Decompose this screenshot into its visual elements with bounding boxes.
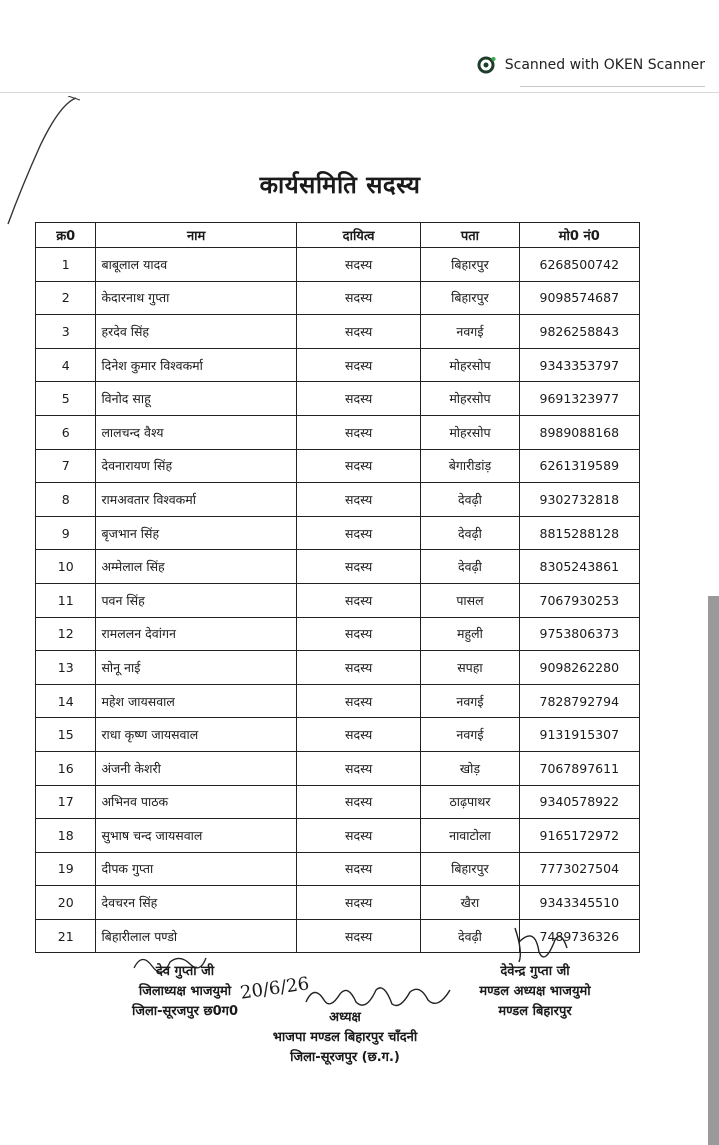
scanner-label: Scanned with OKEN Scanner (504, 57, 705, 73)
cell-role: सदस्य (296, 718, 421, 752)
cell-address: खैरा (421, 886, 519, 920)
table-row (36, 751, 640, 785)
cell-mobile: 7828792794 (519, 684, 639, 718)
cell-serial: 1 (36, 248, 96, 282)
table-row (36, 583, 640, 617)
cell-name: सोनू नाई (96, 651, 296, 685)
cell-mobile: 9131915307 (519, 718, 639, 752)
table-row (36, 550, 640, 584)
cell-address: पासल (421, 583, 519, 617)
page-fold-line (0, 96, 90, 236)
right-sig-location: मण्डल बिहारपुर (498, 1004, 572, 1019)
cell-address: मोहरसोप (421, 415, 519, 449)
cell-name: रामअवतार विश्वकर्मा (96, 483, 296, 517)
table-row (36, 886, 640, 920)
middle-sig-org: भाजपा मण्डल बिहारपुर चाँदनी (272, 1030, 418, 1045)
cell-mobile: 9165172972 (519, 819, 639, 853)
cell-serial: 21 (36, 919, 96, 953)
cell-address: महुली (421, 617, 519, 651)
table-row (36, 281, 640, 315)
cell-address: ठाढ़पाथर (421, 785, 519, 819)
cell-mobile: 9343345510 (519, 886, 639, 920)
cell-address: देवढ़ी (421, 516, 519, 550)
left-sig-title: जिलाध्यक्ष भाजयुमो (138, 984, 232, 999)
cell-address: नवगई (421, 718, 519, 752)
cell-serial: 4 (36, 348, 96, 382)
cell-role: सदस्य (296, 583, 421, 617)
header-serial: क्र0 (36, 223, 96, 248)
left-sig-name: देव गुप्ता जी (155, 964, 215, 979)
cell-mobile: 9098574687 (519, 281, 639, 315)
cell-name: दिनेश कुमार विश्वकर्मा (96, 348, 296, 382)
cell-mobile: 9826258843 (519, 315, 639, 349)
members-table (35, 222, 640, 953)
table-row (36, 415, 640, 449)
cell-role: सदस्य (296, 550, 421, 584)
left-sig-location: जिला-सूरजपुर छ0ग0 (131, 1004, 239, 1019)
cell-serial: 12 (36, 617, 96, 651)
cell-serial: 13 (36, 651, 96, 685)
cell-name: अंजनी केशरी (96, 751, 296, 785)
cell-address: बिहारपुर (421, 852, 519, 886)
cell-role: सदस्य (296, 248, 421, 282)
cell-address: बिहारपुर (421, 248, 519, 282)
oken-logo-icon (477, 55, 497, 75)
cell-address: नावाटोला (421, 819, 519, 853)
handwritten-date: 20/6/26 (238, 973, 311, 1004)
cell-role: सदस्य (296, 785, 421, 819)
cell-address: मोहरसोप (421, 382, 519, 416)
right-sig-title: मण्डल अध्यक्ष भाजयुमो (479, 984, 591, 999)
cell-mobile: 6261319589 (519, 449, 639, 483)
cell-serial: 19 (36, 852, 96, 886)
cell-serial: 10 (36, 550, 96, 584)
cell-role: सदस्य (296, 617, 421, 651)
cell-mobile: 7489736326 (519, 919, 639, 953)
cell-mobile: 9302732818 (519, 483, 639, 517)
cell-role: सदस्य (296, 651, 421, 685)
scanner-watermark (477, 55, 705, 75)
header-role: दायित्व (296, 223, 421, 248)
header-mobile: मो0 नं0 (519, 223, 639, 248)
cell-name: बृजभान सिंह (96, 516, 296, 550)
cell-name: राधा कृष्ण जायसवाल (96, 718, 296, 752)
cell-mobile: 6268500742 (519, 248, 639, 282)
cell-role: सदस्य (296, 684, 421, 718)
cell-serial: 7 (36, 449, 96, 483)
cell-address: देवढ़ी (421, 483, 519, 517)
cell-name: अम्मेलाल सिंह (96, 550, 296, 584)
table-row (36, 449, 640, 483)
cell-mobile: 7773027504 (519, 852, 639, 886)
middle-sig-title: अध्यक्ष (329, 1010, 361, 1025)
cell-name: पवन सिंह (96, 583, 296, 617)
cell-name: रामललन देवांगन (96, 617, 296, 651)
cell-role: सदस्य (296, 886, 421, 920)
cell-mobile: 7067930253 (519, 583, 639, 617)
cell-name: सुभाष चन्द जायसवाल (96, 819, 296, 853)
cell-name: दीपक गुप्ता (96, 852, 296, 886)
cell-mobile: 7067897611 (519, 751, 639, 785)
cell-role: सदस्य (296, 751, 421, 785)
cell-address: खोड़ (421, 751, 519, 785)
cell-role: सदस्य (296, 919, 421, 953)
cell-name: विनोद साहू (96, 382, 296, 416)
cell-role: सदस्य (296, 449, 421, 483)
cell-serial: 20 (36, 886, 96, 920)
cell-role: सदस्य (296, 348, 421, 382)
table-row (36, 718, 640, 752)
cell-address: बिहारपुर (421, 281, 519, 315)
cell-role: सदस्य (296, 516, 421, 550)
table-row (36, 617, 640, 651)
cell-role: सदस्य (296, 315, 421, 349)
cell-name: देवनारायण सिंह (96, 449, 296, 483)
cell-serial: 16 (36, 751, 96, 785)
table-row (36, 785, 640, 819)
table-row (36, 315, 640, 349)
cell-serial: 9 (36, 516, 96, 550)
cell-mobile: 9753806373 (519, 617, 639, 651)
cell-mobile: 8815288128 (519, 516, 639, 550)
table-row (36, 348, 640, 382)
cell-serial: 3 (36, 315, 96, 349)
cell-mobile: 9343353797 (519, 348, 639, 382)
cell-address: नवगई (421, 315, 519, 349)
table-header-row (36, 223, 640, 248)
header-name: नाम (96, 223, 296, 248)
cell-name: हरदेव सिंह (96, 315, 296, 349)
cell-serial: 14 (36, 684, 96, 718)
middle-sig-location: जिला-सूरजपुर (छ.ग.) (290, 1050, 400, 1065)
cell-name: लालचन्द वैश्य (96, 415, 296, 449)
cell-role: सदस्य (296, 415, 421, 449)
cell-name: देवचरन सिंह (96, 886, 296, 920)
cell-serial: 17 (36, 785, 96, 819)
cell-mobile: 8989088168 (519, 415, 639, 449)
table-row (36, 651, 640, 685)
table-row (36, 483, 640, 517)
table-row (36, 852, 640, 886)
header-address: पता (421, 223, 519, 248)
cell-name: अभिनव पाठक (96, 785, 296, 819)
cell-serial: 2 (36, 281, 96, 315)
cell-address: देवढ़ी (421, 550, 519, 584)
table-row (36, 819, 640, 853)
cell-address: मोहरसोप (421, 348, 519, 382)
right-signatory (450, 962, 620, 1022)
cell-address: नवगई (421, 684, 519, 718)
cell-serial: 15 (36, 718, 96, 752)
header-rule (520, 86, 705, 87)
cell-serial: 6 (36, 415, 96, 449)
cell-address: सपहा (421, 651, 519, 685)
middle-signatory (250, 1008, 440, 1068)
cell-serial: 18 (36, 819, 96, 853)
cell-address: देवढ़ी (421, 919, 519, 953)
cell-name: बाबूलाल यादव (96, 248, 296, 282)
scan-edge-shadow (708, 596, 719, 1145)
cell-serial: 8 (36, 483, 96, 517)
cell-role: सदस्य (296, 483, 421, 517)
table-row (36, 516, 640, 550)
cell-name: केदारनाथ गुप्ता (96, 281, 296, 315)
page-top-edge (0, 92, 719, 93)
table-row (36, 382, 640, 416)
table-row (36, 248, 640, 282)
cell-mobile: 8305243861 (519, 550, 639, 584)
page-title: कार्यसमिति सदस्य (259, 171, 421, 199)
table-row (36, 684, 640, 718)
cell-mobile: 9340578922 (519, 785, 639, 819)
cell-address: बेगारीडांड़ (421, 449, 519, 483)
cell-name: बिहारीलाल पण्डो (96, 919, 296, 953)
cell-role: सदस्य (296, 819, 421, 853)
cell-serial: 11 (36, 583, 96, 617)
cell-mobile: 9691323977 (519, 382, 639, 416)
scanner-header-band (0, 0, 719, 92)
cell-role: सदस्य (296, 281, 421, 315)
right-sig-name: देवेन्द्र गुप्ता जी (500, 964, 570, 979)
cell-role: सदस्य (296, 852, 421, 886)
cell-name: महेश जायसवाल (96, 684, 296, 718)
cell-role: सदस्य (296, 382, 421, 416)
cell-serial: 5 (36, 382, 96, 416)
cell-mobile: 9098262280 (519, 651, 639, 685)
